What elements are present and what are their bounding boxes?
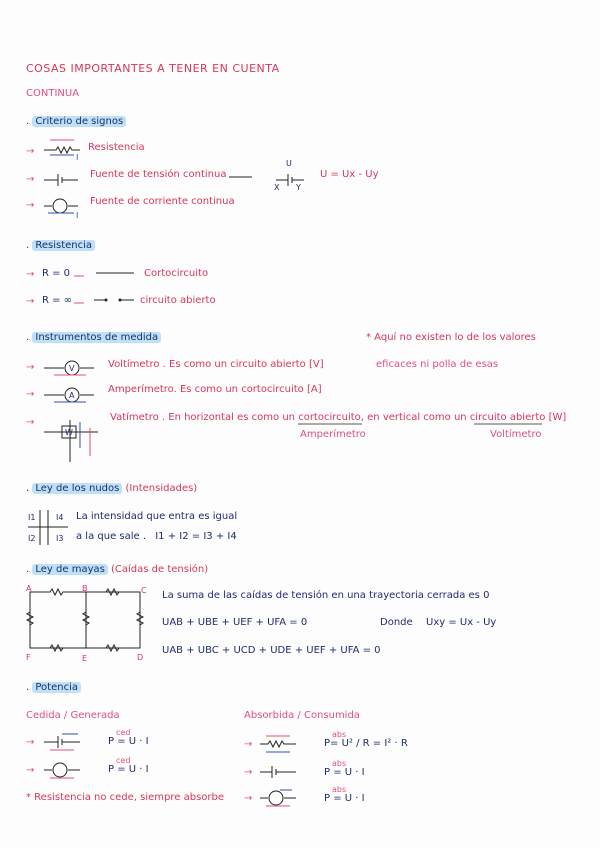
label-X: X	[274, 183, 280, 192]
label-amperimetro: Amperímetro. Es como un cortocircuito [A]	[108, 384, 322, 395]
potencia-abs1	[324, 738, 408, 750]
mallas-uxy: Uxy = Ux - Uy	[426, 617, 497, 628]
resistencia-heading-text: Resistencia	[32, 240, 95, 251]
arrow-icon: →	[26, 737, 35, 748]
potencia-heading	[26, 682, 81, 694]
arrow-icon: →	[26, 417, 35, 428]
arrow-icon: →	[26, 389, 35, 400]
node-E: E	[82, 654, 88, 663]
label-fuente-tension: Fuente de tensión continua	[90, 169, 227, 180]
bullet: .	[26, 240, 30, 251]
arrow-icon: →	[244, 739, 253, 750]
node-B: B	[82, 584, 88, 593]
label-circuito-abierto: circuito abierto	[140, 295, 216, 306]
arrow-icon: →	[26, 146, 35, 157]
battery-icon	[44, 174, 78, 186]
resistor-icon	[260, 741, 296, 747]
potencia-ced1: P = U · I	[108, 736, 149, 747]
label-fuente-corriente: Fuente de corriente continua	[90, 196, 235, 207]
sub-amperimetro: Amperímetro	[300, 429, 366, 440]
battery-icon	[44, 736, 80, 748]
potencia-cedida: Cedida / Generada	[26, 710, 120, 721]
label-I: I	[76, 211, 79, 220]
node-D: D	[137, 653, 144, 662]
signos-heading-text: Criterio de signos	[32, 116, 126, 127]
instrumentos-heading-text: Instrumentos de medida	[32, 332, 161, 343]
sup-abs: abs	[332, 730, 347, 739]
current-source-icon	[53, 763, 67, 777]
instrumentos-heading	[26, 332, 161, 344]
vatimetro-text-c: , en vertical como un	[360, 412, 467, 423]
nudos-line2	[76, 531, 237, 543]
current-source-icon	[269, 791, 283, 805]
arrow-icon: →	[26, 200, 35, 211]
arrow-icon: →	[244, 793, 253, 804]
sup-ced: ced	[116, 756, 131, 765]
sub-voltimetro: Voltímetro	[490, 429, 542, 440]
label-resistencia: Resistencia	[88, 142, 145, 153]
label-rinf: R = ∞	[42, 295, 73, 306]
label-r0: R = 0	[42, 268, 71, 279]
mallas-texto: La suma de las caídas de tensión en una trayectoria cerrada es 0	[162, 590, 490, 601]
vatimetro-text-b: cortocircuito	[298, 412, 361, 423]
mallas-donde: Donde	[380, 617, 413, 628]
potencia-nota: * Resistencia no cede, siempre absorbe	[26, 792, 225, 803]
node-F: F	[26, 653, 31, 662]
label-I3: I3	[56, 534, 64, 543]
nudos-line1: La intensidad que entra es igual	[76, 511, 238, 522]
sup-ced: ced	[116, 728, 131, 737]
potencia-abs1-rest: = U² / R = I² · R	[330, 738, 408, 749]
bullet: .	[26, 332, 30, 343]
mallas-heading-text: Ley de mayas	[32, 564, 107, 575]
arrow-icon: →	[26, 296, 35, 307]
mallas-heading	[26, 564, 208, 576]
arrow-icon: →	[26, 269, 35, 280]
mallas-eq2: UAB + UBC + UCD + UDE + UEF + UFA = 0	[162, 645, 381, 656]
nudos-heading	[26, 483, 197, 495]
section-subtitle: CONTINUA	[26, 88, 80, 99]
bullet: .	[26, 564, 30, 575]
resistor-icon	[44, 147, 80, 153]
nudos-line2-text: a la que sale .	[76, 531, 147, 542]
page-title: COSAS IMPORTANTES A TENER EN CUENTA	[26, 62, 280, 75]
sup-abs: abs	[332, 785, 347, 794]
resistencia-heading	[26, 240, 95, 252]
potencia-abs3: P = U · I	[324, 793, 365, 804]
potencia-abs1-p: P	[324, 738, 331, 749]
bullet: .	[26, 682, 30, 693]
potencia-abs2: P = U · I	[324, 767, 365, 778]
label-I4: I4	[56, 513, 64, 522]
arrow-icon: →	[26, 362, 35, 373]
arrow-icon: →	[26, 765, 35, 776]
sup-abs: abs	[332, 759, 347, 768]
vatimetro-text-d: circuito abierto	[469, 412, 546, 423]
label-I1: I1	[28, 513, 36, 522]
nudos-sub: (Intensidades)	[125, 483, 198, 494]
label-I: I	[76, 153, 79, 162]
wattmeter-symbol: W	[65, 428, 73, 437]
nota-valores-2: eficaces ni polla de esas	[376, 359, 499, 370]
arrow-icon: →	[26, 174, 35, 185]
nudos-heading-text: Ley de los nudos	[32, 483, 122, 494]
label-U: U	[286, 159, 292, 168]
arrow-icon: →	[244, 767, 253, 778]
label-voltimetro: Voltímetro . Es como un circuito abierto [V]	[108, 359, 324, 370]
node-A: A	[26, 584, 32, 593]
bullet: .	[26, 483, 30, 494]
formula-U: U = Ux - Uy	[320, 169, 379, 180]
ammeter-symbol: A	[69, 391, 75, 400]
potencia-absorbida: Absorbida / Consumida	[244, 710, 360, 721]
bullet: .	[26, 116, 30, 127]
nota-valores-1: * Aquí no existen lo de los valores	[366, 332, 536, 343]
label-I2: I2	[28, 534, 36, 543]
node-C: C	[141, 586, 147, 595]
mallas-sub: (Caídas de tensión)	[111, 564, 209, 575]
nudos-formula: I1 + I2 = I3 + I4	[155, 531, 237, 542]
potencia-heading-text: Potencia	[32, 682, 81, 693]
potencia-ced2: P = U · I	[108, 764, 149, 775]
label-Y: Y	[296, 183, 301, 192]
mallas-eq1: UAB + UBE + UEF + UFA = 0	[162, 617, 308, 628]
vatimetro-text-e: [W]	[548, 412, 567, 423]
label-cortocircuito: Cortocircuito	[144, 268, 209, 279]
label-vatimetro	[110, 412, 566, 424]
vatimetro-text-a: Vatímetro . En horizontal es como un	[110, 412, 296, 423]
voltmeter-symbol: V	[69, 364, 75, 373]
battery-icon	[260, 766, 296, 778]
